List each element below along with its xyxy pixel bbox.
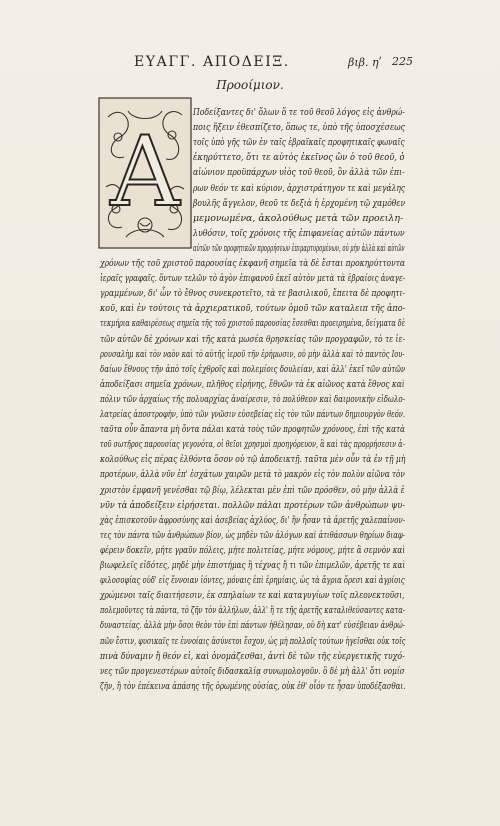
text-line: αὐτῶν τῶν προφητικῶν προρρήσεων ἐπιμαρτυρομένων, οὐ μὴν ἀλλὰ καὶ αὐτῶν — [193, 242, 405, 254]
text-line: νῦν τὰ ἀποδείξειν εἰρήσεται. πολλῶν πάλαι προτέρων τῶν ἀνθρώπων ψυ- — [100, 499, 406, 511]
text-line: τοῖς ὑπὸ γῆς τῶν ἐν ταῖς ἑβραϊκαῖς προφητικαῖς φωναῖς — [193, 137, 405, 149]
text-line: ρων θεόν τε καὶ κύριον, ἀρχιστράτηγον τε καὶ μεγάλης — [193, 182, 406, 194]
text-line: προτέρων, ἀλλὰ νῦν ἐπ' ἐσχάτων χαιρῶν μετὰ τὸ μακρὸν εἰς τὸν πολὺν αἰῶνα τὸν — [100, 469, 405, 481]
text-line: δαίων ἔθνους τῆν ἀπὸ τοῖς ἐχθροῖς καὶ πολεμίοις δουλείαν, καὶ ἀλλ' ἐκεῖ τῶν αὐτῶν — [100, 363, 406, 375]
initial-letter: A — [110, 116, 180, 228]
text-line: βουλῆς ἄγγελον, θεοῦ τε δεξιὰ ἡ ἐρχομένη τῷ χαμόθεν — [193, 197, 406, 209]
text-line: νες τῶν προγενεστέρων αὐτοῖς διδασκαλίᾳ συνωμολογοῦν. ὃ δὲ μὴ ἀλλ' ὅτι νομίσ — [100, 665, 405, 677]
text-line: τεκμήρια καθαιρέσεως σημεῖα τῆς τοῦ χριστοῦ παρουσίας ἔσεσθαι προειρημένα, δείγματα δὲ — [100, 318, 406, 330]
running-head-title: ΕΥΑΓΓ. ΑΠΟΔΕΙΞ. — [134, 54, 290, 70]
text-line: φέρειν δοκεῖν, μήτε γραῦν πόλεις, μήτε πολιτείας, μήτε νόμους, μήτε ἃ σεμνὸν καὶ — [100, 544, 406, 556]
text-line: ταῦτα οὖν ἅπαντα μὴ ὄντα πάλαι κατὰ τοὺς τῶν προφητῶν χρόνους, ἐπὶ τῆς κατὰ — [100, 424, 405, 436]
text-line: αἰώνιον προϋπάρχων υἱὸς τοῦ θεοῦ, ὃν ἀλλὰ τῶν ἐπι- — [193, 167, 405, 179]
text-line: δυναστείας. ἀλλὰ μὴν ὅσοι θεὸν τὸν ἐπὶ πάντων ἠθέλησαν, οὐ δὴ κατ' εὐσέβειαν ἀνθρώ- — [100, 620, 406, 632]
text-line: βιωφελεῖς εἰδότες, μηδὲ μὴν ἐπιστήμας ἢ τέχνας ἢ τι τῶν ἐπιμελῶν, ἀρετῆς τε καὶ — [100, 560, 406, 571]
text-line: ρουσαλὴμ καὶ τὸν ναὸν καὶ τὸ αὐτῆς ἱεροῦ τῆν ἐρήμωσιν, οὐ μὴν ἀλλὰ καὶ τὸ παντὸς Ιου- — [100, 348, 405, 360]
text-line: πόλιν τῶν ἀρχαίως τῆς πολυαρχίας ἀναίρεσιν, τὸ πολύθεον καὶ δαιμονικὴν εἰδωλο- — [100, 393, 406, 405]
page-number: 225 — [392, 55, 413, 68]
text-line: τες τὸν πάντα τῶν ἀνθρώπων βίον, ὡς μηδὲν τῶν ἀλόγων καὶ ἀτιθάσσων θηρίων διαφ- — [100, 529, 405, 541]
section-heading: Προοίμιον. — [216, 78, 284, 92]
text-line: ποις ἥξειν ἐθεσπίζετο, ὅπως τε, ὑπὸ τῆς ὑποσχέσεως — [193, 122, 406, 134]
text-line: λατρείας ἀποστροφὴν, ὑπὸ τῶν γνῶσιν εὐσεβείας εἰς τὸν τῶν πάντων δημιουργὸν θεόν. — [100, 409, 406, 420]
text-line: χριστὸν ἐμφανῆ γενέσθαι τῷ βίῳ, λέλεκται μὲν ἐπὶ τῶν πρόσθεν, οὐ μὴν ἀλλὰ ἐ — [100, 484, 405, 496]
text-line: Ποδείξαντες δι' ὅλων ὅ τε τοῦ θεοῦ λόγος εἰς ἀνθρώ- — [193, 107, 405, 118]
text-line: ζῆν, ἢ τὸν ἐπέκεινα ἀπάσης τῆς ὁρωμένης οὐσίας, οὐκ ἐθ' οἷόν τε ἦσαν ὑποδέξασθαι. — [100, 680, 406, 692]
running-head-book: βιβ. ηʹ — [348, 56, 382, 69]
text-line: κολούθως εἰς πέρας ἐλθόντα ὅσον οὐ τῷ ἀποδεικτῇ. ταῦτα μὲν οὖν τὰ ἐν τῇ μὴ — [100, 454, 406, 466]
text-line: φιλοσοφίας οὐδ' εἰς ἔννοιαν ἰόντες, μόναις ἐπὶ ἐρημίαις, ὡς τὰ ἄγρια ὄρεσι καὶ ἀγρίοις — [100, 575, 405, 587]
text-line: χρόνων τῆς τοῦ χριστοῦ παρουσίας ἐκφανῆ σημεῖα τὰ δὲ ἔσται προκηρύττοντα — [100, 258, 406, 269]
text-line: ἱεραῖς γραφαῖς. ὅντων τελῶν τὸ ἀγὸν ἐπιφανοῦ ἐκεῖ αὐτὸν μετὰ τὰ ἑβραίοις ἀναγε- — [100, 273, 406, 285]
text-line: λυθόσιν, τοῖς χρόνοις τῆς ἐπιφανείας αὐτῶν πάντων — [193, 227, 405, 239]
decorated-initial — [98, 97, 192, 249]
text-line: χρώμενοι ταῖς διαιτήσεσιν, ἐκ σπηλαίων τε καὶ καταγυγίων τοῖς πλεονεκτοῦσι, — [100, 590, 405, 602]
text-line: ἀποδείξασι σημεῖα χρόνων, πλῆθος εἰρήνης, ἔθνῶν τὰ ἐκ αἰῶνος κατὰ ἔθνος καὶ — [100, 378, 405, 390]
text-line: μεμονωμένα, ἀκολούθως μετὰ τῶν προειλη- — [193, 212, 404, 224]
text-line: πινὰ δύναμιν ἢ θεόν εἰ, καὶ ὀνομάζεσθαι, ἀντὶ δὲ τῶν τῆς εὐεργετικῆς τυχό- — [100, 650, 405, 662]
text-line: χὰς ἐπισκοτοῦν ἀφροσύνης καὶ ἀσεβείας ἀχλύος, δι' ἣν ἦσαν τὰ ἀρετῆς χαλεπαίνον- — [100, 514, 406, 526]
text-line: κοῦ, καὶ ἐν τούτοις τὰ ἀρχιερατικοῦ, τούτων ὁμοῦ τῶν καταλειπ τῆς ἀπο- — [100, 303, 406, 315]
running-head — [0, 54, 500, 78]
text-line: πολεμοῦντες τὰ πάντα, τὸ ζῆν τὸν ἀλλήλων, ἀλλ' ἥ τε τῆς ἀρετῆς καταλιθεύσαντες κατα- — [100, 605, 406, 617]
text-line: ἐκηρύττετο, ὅτι τε αὐτὸς ἐκεῖνος ὢν ὁ τοῦ θεοῦ, ὁ — [193, 152, 405, 164]
text-line: πῶν ἔστιν, φυσικαῖς τε ἐννοίαις ἀσύνετοι ἔσχον, ὡς μὴ πολλοῖς τούτων ἡγεῖσθαι οὐκ τοῖς — [100, 635, 406, 647]
text-line: τοῦ σωτῆρος παρουσίας γεγονότα, οἱ θεῖοι χρησμοὶ προηγόρευον, ἃ καὶ τὰς προρρήσεσιν ἀ- — [100, 439, 405, 451]
text-line: γραμμένων, δι' ὧν τὸ ἔθνος συνεκροτεῖτο, τὰ τε βασιλικοῦ, ἔπειτα δὲ προφητι- — [100, 288, 405, 300]
text-line: τῶν αὐτῶν δὲ χρόνων καὶ τῆς κατὰ μωσέα θρησκείας τῶν προγραφῶν, τὸ τε ἱε- — [100, 333, 406, 345]
